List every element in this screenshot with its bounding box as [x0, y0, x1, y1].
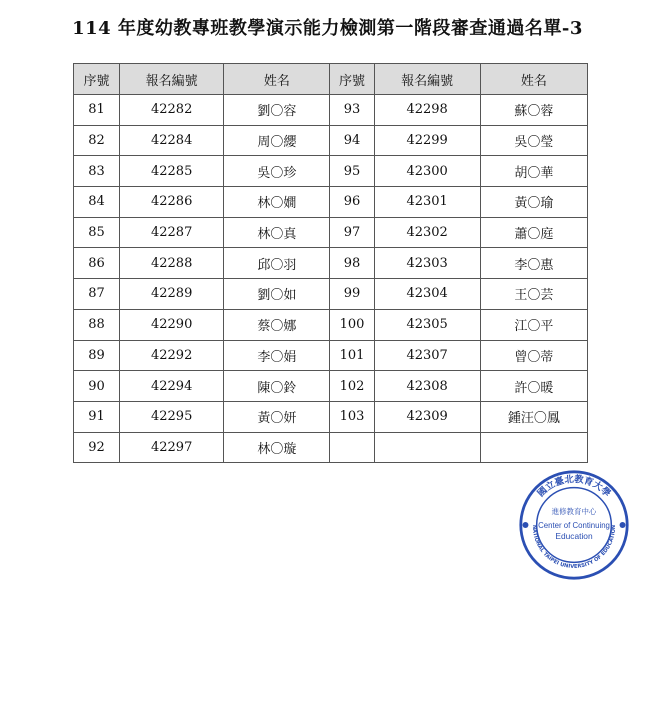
seal-english-line1: Center of Continuing: [538, 520, 610, 530]
cell-name: 李〇娟: [224, 340, 330, 371]
cell-seq: [330, 432, 374, 463]
cell-seq: 83: [74, 156, 120, 187]
cell-name: 劉〇如: [224, 279, 330, 310]
cell-name: 江〇平: [480, 309, 587, 340]
cell-reg-id: 42308: [374, 371, 480, 402]
header-reg-id: 報名編號: [120, 64, 224, 95]
cell-reg-id: 42289: [120, 279, 224, 310]
cell-name: 鍾汪〇鳳: [480, 401, 587, 432]
cell-reg-id: 42288: [120, 248, 224, 279]
cell-seq: 82: [74, 125, 120, 156]
cell-name: 許〇暖: [480, 371, 587, 402]
table-row: [74, 371, 588, 402]
table-row: [74, 340, 588, 371]
cell-seq: 84: [74, 187, 120, 218]
cell-name: 黃〇妍: [224, 401, 330, 432]
cell-name: 周〇纓: [224, 125, 330, 156]
svg-text:國立臺北教育大學: [535, 473, 614, 500]
cell-reg-id: [374, 432, 480, 463]
header-seq: 序號: [330, 64, 374, 95]
cell-seq: 86: [74, 248, 120, 279]
cell-reg-id: 42297: [120, 432, 224, 463]
cell-seq: 91: [74, 401, 120, 432]
cell-name: 吳〇珍: [224, 156, 330, 187]
table-row: [74, 217, 588, 248]
cell-seq: 92: [74, 432, 120, 463]
cell-seq: 85: [74, 217, 120, 248]
cell-seq: 90: [74, 371, 120, 402]
table-row: [74, 248, 588, 279]
cell-reg-id: 42292: [120, 340, 224, 371]
cell-reg-id: 42304: [374, 279, 480, 310]
cell-seq: 103: [330, 401, 374, 432]
cell-name: 吳〇瑩: [480, 125, 587, 156]
cell-name: 胡〇華: [480, 156, 587, 187]
header-name: 姓名: [480, 64, 587, 95]
cell-reg-id: 42290: [120, 309, 224, 340]
cell-reg-id: 42301: [374, 187, 480, 218]
seal-dot-right: [620, 522, 626, 528]
cell-seq: 97: [330, 217, 374, 248]
cell-name: 蘇〇蓉: [480, 95, 587, 126]
cell-reg-id: 42303: [374, 248, 480, 279]
seal-ring-top: 國立臺北教育大學: [535, 473, 613, 500]
cell-reg-id: 42305: [374, 309, 480, 340]
cell-seq: 88: [74, 309, 120, 340]
cell-name: 陳〇鈴: [224, 371, 330, 402]
cell-seq: 87: [74, 279, 120, 310]
cell-name: 蔡〇娜: [224, 309, 330, 340]
cell-name: 林〇真: [224, 217, 330, 248]
cell-seq: 101: [330, 340, 374, 371]
table-row: [74, 432, 588, 463]
university-seal: [518, 469, 630, 581]
cell-seq: 100: [330, 309, 374, 340]
cell-reg-id: 42300: [374, 156, 480, 187]
header-reg-id: 報名編號: [374, 64, 480, 95]
cell-reg-id: 42282: [120, 95, 224, 126]
cell-reg-id: 42285: [120, 156, 224, 187]
cell-seq: 94: [330, 125, 374, 156]
table-row: [74, 401, 588, 432]
roster-body: [74, 95, 588, 463]
table-row: [74, 95, 588, 126]
cell-seq: 98: [330, 248, 374, 279]
cell-seq: 89: [74, 340, 120, 371]
cell-reg-id: 42286: [120, 187, 224, 218]
table-row: [74, 156, 588, 187]
cell-seq: 96: [330, 187, 374, 218]
table-row: [74, 279, 588, 310]
table-row: [74, 309, 588, 340]
cell-name: 李〇惠: [480, 248, 587, 279]
cell-name: 劉〇容: [224, 95, 330, 126]
roster-table: [73, 63, 588, 463]
cell-seq: 99: [330, 279, 374, 310]
cell-seq: 81: [74, 95, 120, 126]
cell-name: [480, 432, 587, 463]
seal-dot-left: [522, 522, 528, 528]
cell-reg-id: 42299: [374, 125, 480, 156]
header-seq: 序號: [74, 64, 120, 95]
cell-name: 林〇嫺: [224, 187, 330, 218]
header-name: 姓名: [224, 64, 330, 95]
cell-reg-id: 42298: [374, 95, 480, 126]
cell-name: 林〇璇: [224, 432, 330, 463]
cell-name: 蕭〇庭: [480, 217, 587, 248]
cell-seq: 102: [330, 371, 374, 402]
cell-name: 邱〇羽: [224, 248, 330, 279]
table-row: [74, 125, 588, 156]
cell-name: 曾〇蒂: [480, 340, 587, 371]
cell-reg-id: 42302: [374, 217, 480, 248]
cell-name: 黃〇瑜: [480, 187, 587, 218]
cell-reg-id: 42309: [374, 401, 480, 432]
table-row: [74, 187, 588, 218]
cell-reg-id: 42284: [120, 125, 224, 156]
cell-reg-id: 42295: [120, 401, 224, 432]
seal-ring-bottom: NATIONAL TAIPEI UNIVERSITY OF EDUCATION: [530, 524, 618, 570]
seal-english-line2: Education: [555, 531, 593, 541]
cell-seq: 93: [330, 95, 374, 126]
cell-reg-id: 42287: [120, 217, 224, 248]
document-title: 114 年度幼教專班教學演示能力檢測第一階段審查通過名單-3: [72, 18, 583, 39]
table-header-row: [74, 64, 588, 95]
cell-reg-id: 42294: [120, 371, 224, 402]
cell-name: 王〇芸: [480, 279, 587, 310]
seal-center-text: 進修教育中心: [551, 506, 597, 516]
cell-seq: 95: [330, 156, 374, 187]
cell-reg-id: 42307: [374, 340, 480, 371]
